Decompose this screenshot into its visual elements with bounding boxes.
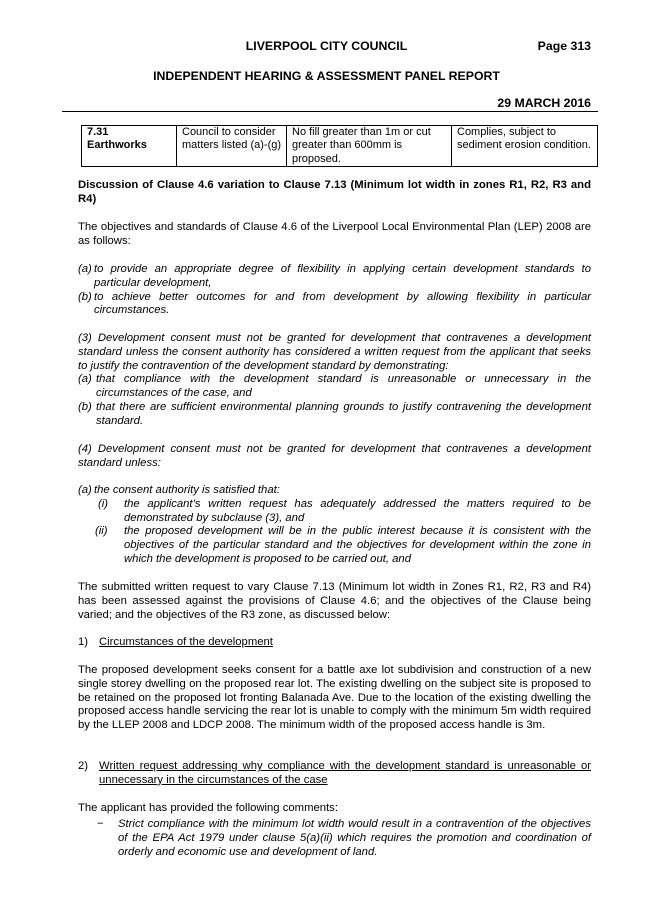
header-rule [62, 111, 598, 112]
item-label: (a) [78, 484, 92, 496]
item-label: (a) [78, 373, 92, 386]
report-title: INDEPENDENT HEARING & ASSESSMENT PANEL REPORT [153, 69, 500, 83]
section-2-heading [78, 760, 591, 788]
clause-cell [82, 126, 177, 167]
circumstances-paragraph: The proposed development seeks consent for a battle axe lot subdivision and construction of a new single storey dwelling on the proposed rear lot. The existing dwelling on the subject site is proposed to be retained on the proposed lot fronting Balanada Ave. Due to the location of the existing dwelling the proposed access handle servicing the rear lot is unable to comply with the minimum 5m width required by the LLEP 2008 and LDCP 2008. The minimum width of the proposed access handle is 3m. [78, 664, 591, 732]
compliance-table [81, 125, 598, 167]
list-item [78, 498, 591, 526]
item-text: to provide an appropriate degree of flexibility in applying certain development standards to particular development, [94, 263, 591, 289]
page-number: Page 313 [537, 39, 591, 53]
list-item [78, 373, 591, 401]
requirement-cell: No fill greater than 1m or cut greater than 600mm is proposed. [287, 126, 452, 167]
item-label: (ii) [95, 525, 108, 538]
list-item [78, 636, 591, 650]
bullet-dash: − [97, 818, 104, 830]
list-item [78, 291, 591, 319]
applicant-comments [78, 818, 591, 859]
list-item [78, 484, 591, 498]
section-number: 2) [78, 760, 89, 772]
council-name: LIVERPOOL CITY COUNCIL [245, 39, 408, 53]
list-item [78, 263, 591, 291]
list-item [78, 818, 591, 859]
intro-paragraph: The objectives and standards of Clause 4.6 of the Liverpool Local Environmental Plan (LEP) 2008 are as follows: [78, 221, 591, 247]
item-text: that compliance with the development standard is unreasonable or unnecessary in the circumstances of the case, and [96, 373, 591, 400]
item-text: that there are sufficient environmental planning grounds to justify contravening the development standard. [96, 400, 591, 427]
item-label: (i) [98, 497, 109, 510]
list-item [78, 401, 591, 429]
compliance-cell: Complies, subject to sediment erosion condition. [452, 126, 598, 167]
report-date: 29 MARCH 2016 [497, 96, 591, 110]
item-text: the applicant’s written request has adequately addressed the matters required to be demonstrated by subclause (3), and [124, 497, 591, 524]
list-item [78, 760, 591, 788]
section-1-heading [78, 636, 591, 650]
clause-3 [78, 332, 591, 429]
section-number: 1) [78, 636, 89, 648]
section-title: Written request addressing why compliance with the development standard is unreasonable or unnecessary in the circumstances of the case [99, 760, 591, 786]
clause-4-a [78, 484, 591, 567]
applicant-intro: The applicant has provided the following comments: [78, 802, 338, 814]
item-text: to achieve better outcomes for and from development by allowing flexibility in particular circumstances. [94, 290, 591, 317]
discussion-heading: Discussion of Clause 4.6 variation to Clause 7.13 (Minimum lot width in zones R1, R2, R3 and R4) [78, 179, 591, 205]
item-label: (b) [78, 400, 92, 413]
consider-cell: Council to consider matters listed (a)-(g) [177, 126, 287, 167]
table-row [82, 126, 598, 167]
item-text: the consent authority is satisfied that: [94, 484, 280, 496]
clause-name: Earthworks [87, 139, 147, 152]
item-text: Strict compliance with the minimum lot width would result in a contravention of the objectives of the EPA Act 1979 under clause 5(a)(ii) which requires the promotion and coordination of orderly and economic use and development of land. [118, 818, 591, 858]
objectives-list [78, 263, 591, 318]
list-item [78, 525, 591, 566]
clause-number: 7.31 [87, 126, 109, 138]
clause-3-text: (3) Development consent must not be granted for development that contravenes a development standard unless the consent authority has considered a written request from the applicant that seeks to justify the contravention of the development standard by demonstrating: [78, 332, 591, 372]
item-label: (a) [78, 263, 92, 275]
assessment-paragraph: The submitted written request to vary Clause 7.13 (Minimum lot width in Zones R1, R2, R3 and R4) has been assessed against the provisions of Clause 4.6; and the objectives of the Clause being varied; and the objectives of the R3 zone, as discussed below: [78, 581, 591, 621]
item-label: (b) [78, 290, 92, 303]
item-text: the proposed development will be in the public interest because it is consistent with the objectives of the particular standard and the objectives for development within the zone in which the development is proposed to be carried out, and [124, 525, 591, 565]
section-title: Circumstances of the development [99, 636, 273, 648]
clause-4: (4) Development consent must not be granted for development that contravenes a development standard unless: [78, 443, 591, 469]
